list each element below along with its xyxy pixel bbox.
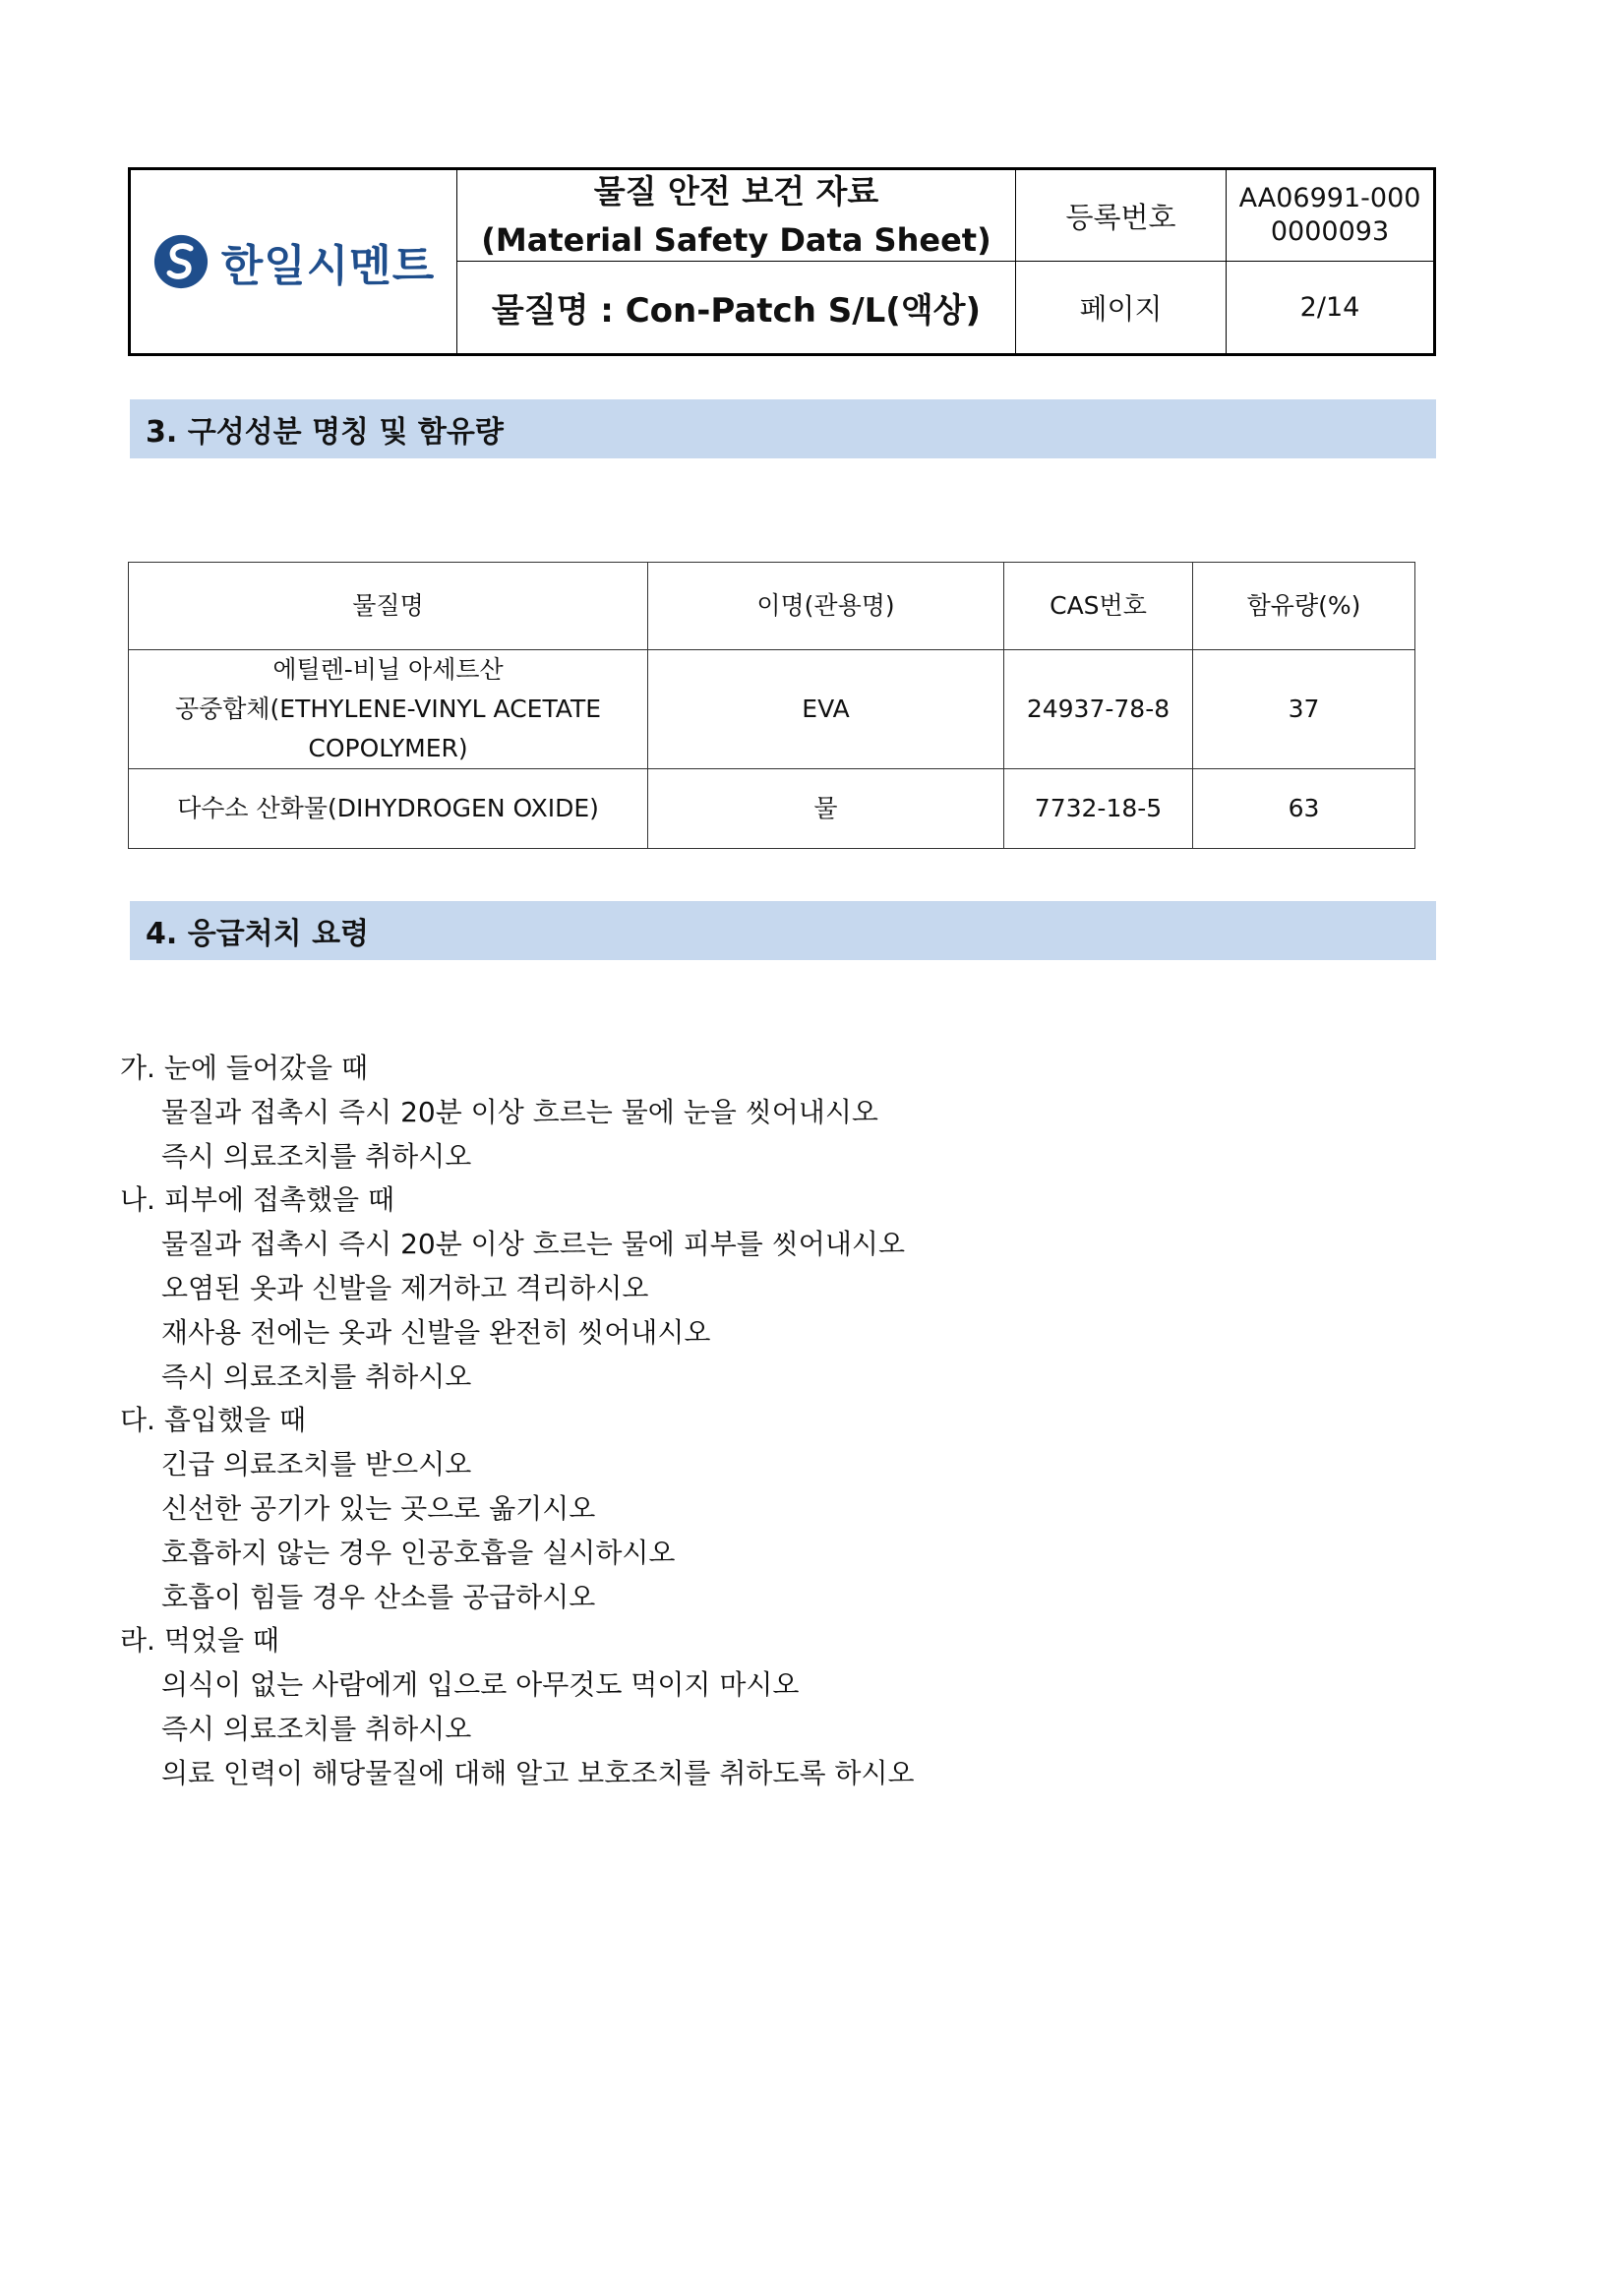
cas-number: 24937-78-8 xyxy=(1004,650,1193,769)
company-logo-cell xyxy=(131,170,457,353)
substance-alias: 물 xyxy=(648,769,1004,849)
document-title-cell xyxy=(457,170,1016,262)
page-number: 2/14 xyxy=(1299,291,1360,323)
document-header xyxy=(128,167,1436,356)
list-item: 즉시 의료조치를 취하시오 xyxy=(161,1139,472,1173)
table-row xyxy=(129,650,1415,769)
cas-number: 7732-18-5 xyxy=(1004,769,1193,849)
content-percent: 37 xyxy=(1193,650,1415,769)
column-header-content: 함유량(%) xyxy=(1193,563,1415,650)
list-item: 호흡하지 않는 경우 인공호흡을 실시하시오 xyxy=(161,1536,676,1569)
list-item: 호흡이 힘들 경우 산소를 공급하시오 xyxy=(161,1580,596,1613)
list-item: 신선한 공기가 있는 곳으로 옮기시오 xyxy=(161,1491,596,1525)
document-title-ko: 물질 안전 보건 자료 xyxy=(593,172,879,211)
list-item: 물질과 접촉시 즉시 20분 이상 흐르는 물에 눈을 씻어내시오 xyxy=(161,1095,878,1128)
section-4-heading: 4. 응급처치 요령 xyxy=(130,901,1436,960)
content-percent: 63 xyxy=(1193,769,1415,849)
first-aid-measures xyxy=(120,1047,915,1796)
first-aid-inhalation-heading: 다. 흡입했을 때 xyxy=(120,1404,306,1437)
section-3-heading: 3. 구성성분 명칭 및 함유량 xyxy=(130,399,1436,458)
product-name: 물질명 : Con-Patch S/L(액상) xyxy=(457,262,1016,353)
registration-number-label: 등록번호 xyxy=(1016,170,1227,262)
company-logo xyxy=(152,230,436,293)
table-row xyxy=(129,769,1415,849)
first-aid-skin-heading: 나. 피부에 접촉했을 때 xyxy=(120,1183,395,1217)
column-header-substance: 물질명 xyxy=(129,563,648,650)
column-header-alias: 이명(관용명) xyxy=(648,563,1004,650)
document-title-en: (Material Safety Data Sheet) xyxy=(481,220,991,259)
table-header-row xyxy=(129,563,1415,650)
first-aid-eye-heading: 가. 눈에 들어갔을 때 xyxy=(120,1052,368,1084)
company-logo-text: 한일시멘트 xyxy=(220,241,436,291)
registration-number-value: AA06991-000 0000093 xyxy=(1227,170,1433,262)
list-item: 오염된 옷과 신발을 제거하고 격리하시오 xyxy=(161,1271,649,1304)
page-label: 페이지 xyxy=(1016,262,1227,353)
list-item: 즉시 의료조치를 취하시오 xyxy=(161,1359,472,1393)
first-aid-ingestion-heading: 라. 먹었을 때 xyxy=(120,1624,279,1658)
list-item: 물질과 접촉시 즉시 20분 이상 흐르는 물에 피부를 씻어내시오 xyxy=(161,1228,905,1261)
list-item: 즉시 의료조치를 취하시오 xyxy=(161,1712,472,1745)
company-logo-icon xyxy=(152,233,210,290)
list-item: 긴급 의료조치를 받으시오 xyxy=(161,1448,472,1481)
substance-name: 에틸렌-비닐 아세트산 공중합체(ETHYLENE-VINYL ACETATE COPOLYMER) xyxy=(129,650,648,769)
list-item: 재사용 전에는 옷과 신발을 완전히 씻어내시오 xyxy=(161,1315,711,1349)
list-item: 의료 인력이 해당물질에 대해 알고 보호조치를 취하도록 하시오 xyxy=(161,1756,915,1789)
list-item: 의식이 없는 사람에게 입으로 아무것도 먹이지 마시오 xyxy=(161,1668,800,1702)
substance-alias: EVA xyxy=(648,650,1004,769)
substance-name: 다수소 산화물(DIHYDROGEN OXIDE) xyxy=(129,769,648,849)
composition-table xyxy=(128,562,1415,849)
column-header-cas: CAS번호 xyxy=(1004,563,1193,650)
